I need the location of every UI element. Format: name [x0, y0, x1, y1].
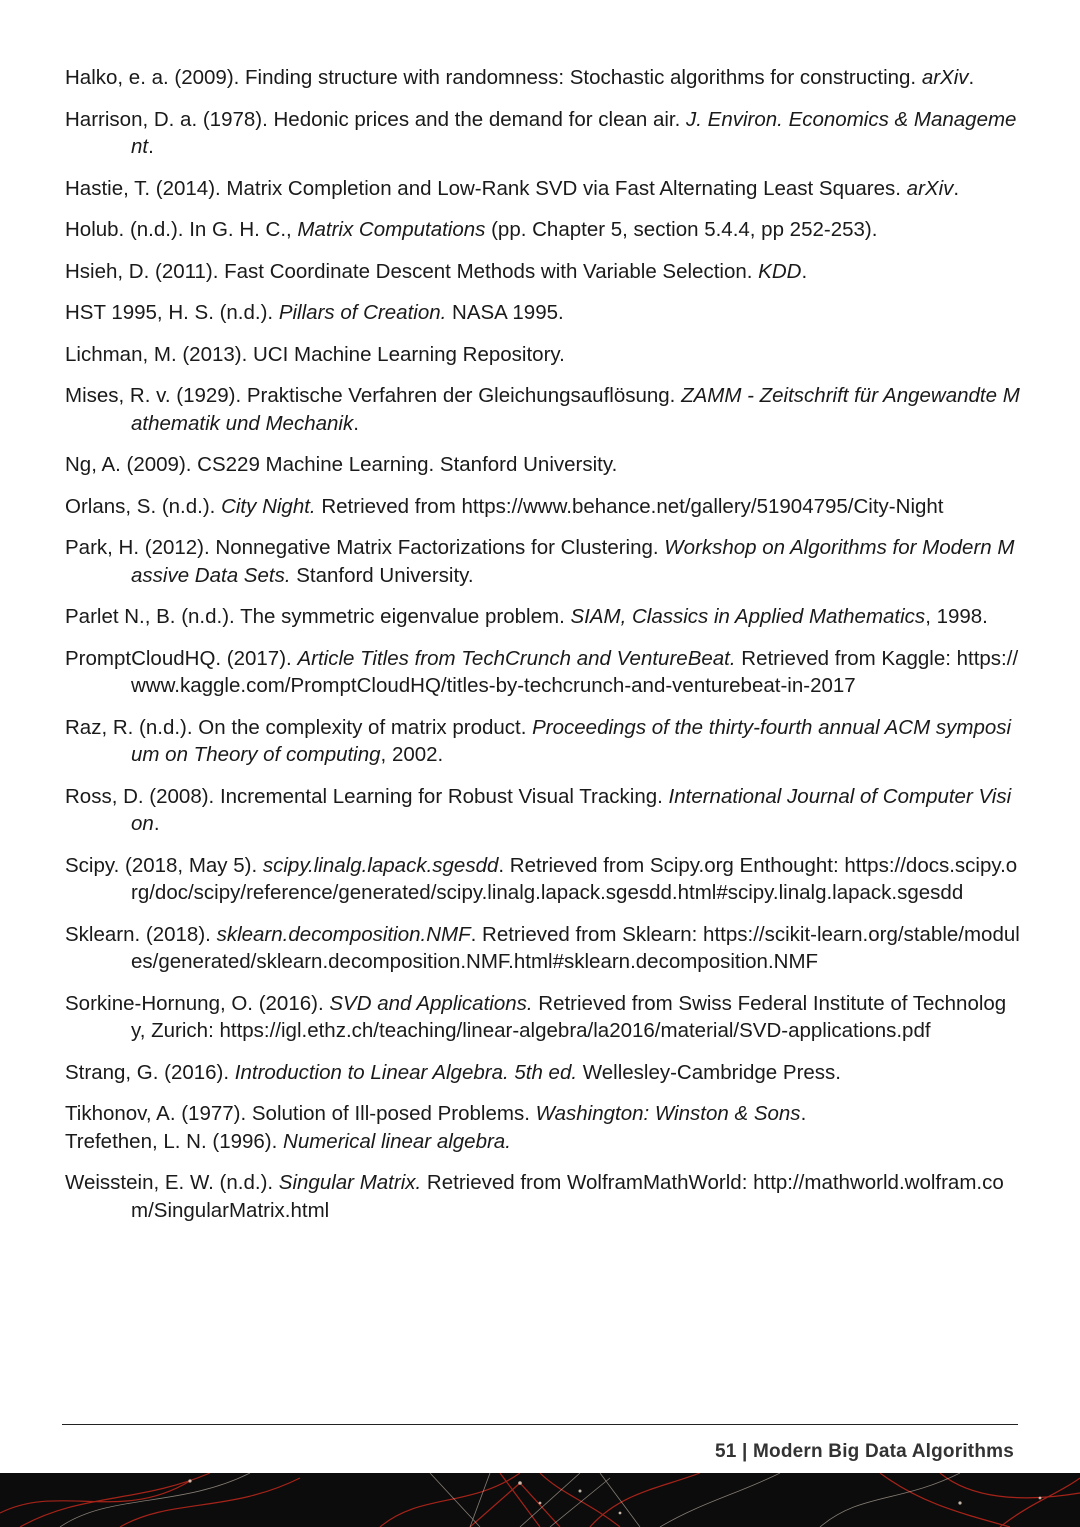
reference-text-tail: . Retrieved from Scipy.org Enthought: https://docs.scipy.org/doc/scipy/reference/generated/scipy.linalg.lapack.sgesdd.html#scipy.linalg.lapack.sgesdd: [131, 853, 1018, 904]
reference-text: Mises, R. v. (1929). Praktische Verfahren der Gleichungsauflösung.: [65, 384, 682, 407]
reference-text: HST 1995, H. S. (n.d.).: [65, 301, 279, 324]
reference-text-tail: . Retrieved from Sklearn: https://scikit-learn.org/stable/modules/generated/sklearn.decomposition.NMF.html#sklearn.decomposition.NMF: [131, 922, 1020, 973]
reference-entry: [65, 64, 1020, 92]
reference-source-title: scipy.linalg.lapack.sgesdd: [262, 853, 499, 877]
reference-source-title: sklearn.decomposition.NMF: [216, 922, 471, 946]
reference-entry: [65, 990, 1020, 1045]
page-footer: [715, 1441, 1014, 1463]
reference-entry: [65, 493, 1020, 521]
reference-text: Hsieh, D. (2011). Fast Coordinate Descent Methods with Variable Selection.: [65, 259, 759, 283]
reference-text-tail: Wellesley-Cambridge Press.: [577, 1060, 841, 1084]
reference-text-tail: .: [153, 812, 160, 835]
reference-text-tail: (pp. Chapter 5, section 5.4.4, pp 252-253).: [485, 218, 878, 241]
reference-source-title: KDD: [758, 259, 802, 283]
reference-entry: [65, 341, 1020, 369]
reference-text: Hastie, T. (2014). Matrix Completion and Low-Rank SVD via Fast Alternating Least Squares.: [65, 176, 907, 200]
reference-text-tail: .: [353, 411, 359, 435]
decorative-network-banner: [0, 1473, 1080, 1527]
reference-entry: [65, 216, 1020, 244]
reference-text: Sorkine-Hornung, O. (2016).: [65, 991, 330, 1015]
reference-entry: [65, 106, 1020, 161]
reference-source-title: SIAM, Classics in Applied Mathematics: [570, 605, 926, 628]
reference-source-title: arXiv: [906, 176, 954, 200]
reference-source-title: J. Environ. Economics & Management: [131, 107, 1017, 158]
reference-source-title: City Night.: [221, 494, 316, 518]
reference-text-tail: Retrieved from https://www.behance.net/gallery/51904795/City-Night: [315, 494, 944, 518]
reference-text: Parlet N., B. (n.d.). The symmetric eigenvalue problem.: [65, 605, 571, 628]
reference-source-title: Washington: Winston & Sons: [535, 1102, 801, 1125]
reference-source-title: arXiv: [921, 66, 969, 89]
reference-text: Weisstein, E. W. (n.d.).: [65, 1171, 279, 1194]
reference-text: Lichman, M. (2013). UCI Machine Learning Repository.: [65, 342, 565, 366]
reference-entry: [65, 783, 1020, 838]
reference-entry: [65, 1059, 1020, 1087]
reference-text-tail: .: [953, 176, 960, 200]
reference-text: Tikhonov, A. (1977). Solution of Ill-posed Problems.: [65, 1102, 536, 1125]
reference-list: [65, 64, 1020, 1238]
reference-entry: [65, 603, 1020, 631]
reference-text: Halko, e. a. (2009). Finding structure with randomness: Stochastic algorithms for constructing.: [65, 66, 922, 89]
reference-entry: [65, 382, 1020, 437]
reference-text-tail: NASA 1995.: [446, 301, 564, 324]
reference-text-tail: Retrieved from WolframMathWorld: http://mathworld.wolfram.com/SingularMatrix.html: [131, 1171, 1004, 1222]
reference-text-tail: Retrieved from Kaggle: https://www.kaggle.com/PromptCloudHQ/titles-by-techcrunch-and-venturebeat-in-2017: [131, 646, 1019, 697]
reference-text: Holub. (n.d.). In G. H. C.,: [65, 218, 298, 241]
reference-source-title: Singular Matrix.: [278, 1171, 422, 1194]
reference-source-title: Pillars of Creation.: [278, 301, 447, 324]
reference-source-title: Numerical linear algebra.: [283, 1129, 511, 1153]
reference-text: Scipy. (2018, May 5).: [65, 853, 263, 877]
page-number: 51: [714, 1441, 737, 1462]
reference-text-tail: .: [801, 259, 808, 283]
reference-entry: [65, 299, 1020, 327]
book-title: Modern Big Data Algorithms: [752, 1441, 1014, 1462]
reference-entry: [65, 1100, 1020, 1128]
reference-text-tail: .: [148, 135, 154, 158]
reference-entry: [65, 258, 1020, 286]
footer-divider: [62, 1424, 1018, 1425]
reference-source-title: Article Titles from TechCrunch and VentureBeat.: [297, 646, 736, 670]
reference-entry: [65, 921, 1020, 976]
reference-source-title: SVD and Applications.: [329, 991, 533, 1015]
reference-entry: [65, 1169, 1020, 1224]
reference-text: Sklearn. (2018).: [65, 922, 217, 946]
reference-text: Ng, A. (2009). CS229 Machine Learning. Stanford University.: [65, 453, 618, 476]
reference-entry: [65, 534, 1020, 589]
reference-entry: [65, 1128, 1020, 1156]
reference-entry: [65, 852, 1020, 907]
footer-separator: |: [741, 1441, 748, 1462]
reference-source-title: International Journal of Computer Vision: [131, 784, 1012, 835]
network-lines-graphic: [0, 1473, 1080, 1527]
reference-entry: [65, 714, 1020, 769]
reference-text: Trefethen, L. N. (1996).: [65, 1129, 284, 1153]
reference-source-title: Introduction to Linear Algebra. 5th ed.: [234, 1060, 578, 1084]
reference-text-tail: , 2002.: [380, 743, 444, 766]
reference-text: Raz, R. (n.d.). On the complexity of matrix product.: [65, 715, 533, 739]
reference-source-title: Workshop on Algorithms for Modern Massive Data Sets.: [131, 536, 1015, 587]
reference-text-tail: Stanford University.: [290, 563, 474, 587]
reference-text: PromptCloudHQ. (2017).: [65, 646, 298, 670]
reference-text: Strang, G. (2016).: [65, 1060, 235, 1084]
reference-text-tail: Retrieved from Swiss Federal Institute of Technology, Zurich: https://igl.ethz.ch/teaching/linear-algebra/la2016/material/SVD-applications.pdf: [131, 991, 1007, 1042]
reference-text-tail: .: [968, 66, 975, 89]
reference-entry: [65, 451, 1020, 479]
reference-entry: [65, 175, 1020, 203]
reference-text: Park, H. (2012). Nonnegative Matrix Factorizations for Clustering.: [65, 536, 665, 559]
reference-source-title: ZAMM - Zeitschrift für Angewandte Mathematik und Mechanik: [131, 384, 1020, 435]
reference-entry: [65, 645, 1020, 700]
reference-text: Ross, D. (2008). Incremental Learning for Robust Visual Tracking.: [65, 784, 669, 808]
reference-text-tail: , 1998.: [925, 605, 988, 628]
reference-text: Harrison, D. a. (1978). Hedonic prices and the demand for clean air.: [65, 107, 687, 131]
reference-text: Orlans, S. (n.d.).: [65, 494, 222, 518]
reference-text-tail: .: [800, 1102, 807, 1125]
reference-source-title: Matrix Computations: [297, 218, 486, 241]
reference-source-title: Proceedings of the thirty-fourth annual ACM symposium on Theory of computing: [131, 715, 1012, 766]
